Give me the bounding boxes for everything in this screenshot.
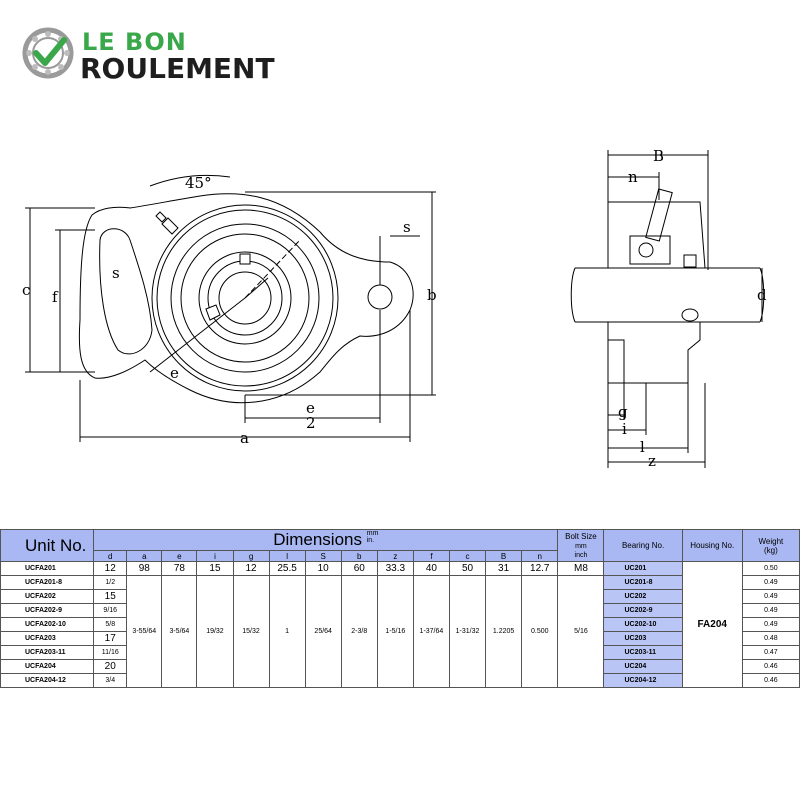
weight-cell: 0.49 [742,618,799,632]
col-letter-n: n [522,551,558,562]
bearing-no-cell: UC201-8 [604,576,682,590]
col-letter-a: a [127,551,162,562]
bolt-inch-cell: 5/16 [558,576,604,688]
angle-label: 45° [185,174,212,192]
d-cell: 3/4 [94,674,127,688]
bearing-no-cell: UC204-12 [604,674,682,688]
col-letter-b: b [341,551,377,562]
unit-no-cell: UCFA204 [1,660,94,674]
d-cell: 12 [94,562,127,576]
inch-value-S: 25/64 [305,576,341,688]
col-letter-f: f [413,551,449,562]
col-bearing-no: Bearing No. [604,530,682,562]
table-row [1,562,800,576]
weight-cell: 0.47 [742,646,799,660]
dimensions-table [0,529,800,688]
bearing-logo-icon [22,26,76,80]
mm-value-c: 50 [449,562,485,576]
inch-value-B: 1.2205 [486,576,522,688]
mm-value-f: 40 [413,562,449,576]
col-letter-z: z [377,551,413,562]
dim-n: n [628,168,638,186]
weight-unit: (kg) [764,545,778,555]
inch-value-a: 3-55/64 [127,576,162,688]
dim-c: c [22,281,31,299]
weight-cell: 0.46 [742,660,799,674]
dim-unit-in: in. [366,537,375,544]
dim-s-left: s [112,264,120,282]
d-cell: 1/2 [94,576,127,590]
col-letter-S: S [305,551,341,562]
dimensions-title: Dimensions [273,530,362,549]
col-letter-g: g [233,551,269,562]
side-housing [608,202,705,268]
bearing-no-cell: UC202-9 [604,604,682,618]
bearing-no-cell: UC202 [604,590,682,604]
unit-no-cell: UCFA201 [1,562,94,576]
dim-e-half-den: 2 [306,414,316,432]
brand-logo [22,26,302,86]
inch-value-n: 0.500 [522,576,558,688]
col-letter-i: i [197,551,233,562]
inch-value-l: 1 [269,576,305,688]
bearing-no-cell: UC203-11 [604,646,682,660]
d-cell: 15 [94,590,127,604]
bearing-no-cell: UC201 [604,562,682,576]
dim-f: f [52,288,58,306]
col-letter-B: B [486,551,522,562]
weight-cell: 0.49 [742,604,799,618]
left-ear-slot [100,229,152,354]
inch-value-z: 1-5/16 [377,576,413,688]
unit-no-cell: UCFA201-8 [1,576,94,590]
mm-value-z: 33.3 [377,562,413,576]
dim-e-half-num: e [306,399,315,417]
bolt-mm-label: mm [575,543,587,550]
col-dimensions [94,530,558,551]
inch-value-f: 1-37/64 [413,576,449,688]
dim-B: B [653,147,665,165]
mm-value-a: 98 [127,562,162,576]
bearing-no-cell: UC203 [604,632,682,646]
col-letter-e: e [162,551,197,562]
dim-z: z [648,452,656,470]
logo-line-2: ROULEMENT [80,52,275,85]
unit-no-cell: UCFA203 [1,632,94,646]
dim-i: i [622,420,627,438]
d-cell: 9/16 [94,604,127,618]
mm-value-b: 60 [341,562,377,576]
col-unit-no: Unit No. [1,530,94,562]
dim-e: e [170,364,179,382]
table-row [1,576,800,590]
col-letter-c: c [449,551,485,562]
dim-a: a [240,429,249,447]
inch-value-e: 3-5/64 [162,576,197,688]
dim-l: l [640,438,645,456]
col-letter-l: l [269,551,305,562]
housing-no-cell: FA204 [682,562,742,688]
weight-cell: 0.49 [742,590,799,604]
bolt-size-label: Bolt Size [565,532,597,541]
mm-value-i: 15 [197,562,233,576]
mm-value-n: 12.7 [522,562,558,576]
mm-value-B: 31 [486,562,522,576]
d-cell: 11/16 [94,646,127,660]
bolt-hole [368,285,392,309]
weight-cell: 0.46 [742,674,799,688]
col-bolt-size [558,530,604,562]
d-cell: 20 [94,660,127,674]
mm-value-e: 78 [162,562,197,576]
unit-no-cell: UCFA203-11 [1,646,94,660]
technical-drawing [0,130,800,480]
unit-no-cell: UCFA202-10 [1,618,94,632]
bolt-mm-cell: M8 [558,562,604,576]
weight-label: Weight [758,536,784,546]
weight-cell: 0.48 [742,632,799,646]
d-cell: 17 [94,632,127,646]
weight-cell: 0.49 [742,576,799,590]
dim-unit-labels [367,530,379,544]
mm-value-g: 12 [233,562,269,576]
d-cell: 5/8 [94,618,127,632]
inch-value-c: 1-31/32 [449,576,485,688]
bearing-no-cell: UC204 [604,660,682,674]
inch-value-b: 2-3/8 [341,576,377,688]
bolt-inch-label: inch [574,552,588,559]
mm-value-S: 10 [305,562,341,576]
bearing-no-cell: UC202-10 [604,618,682,632]
col-letter-d: d [94,551,127,562]
inch-value-i: 19/32 [197,576,233,688]
logo-line-1: LE BON [82,28,187,56]
dim-g: g [618,403,628,421]
inch-value-g: 15/32 [233,576,269,688]
dim-b: b [427,286,437,304]
unit-no-cell: UCFA202 [1,590,94,604]
unit-no-cell: UCFA202-9 [1,604,94,618]
dim-d: d [757,286,767,304]
col-weight [742,530,799,562]
dim-unit-mm: mm [366,530,379,537]
unit-no-cell: UCFA204-12 [1,674,94,688]
mm-value-l: 25.5 [269,562,305,576]
dim-s-right: s [403,218,411,236]
weight-cell: 0.50 [742,562,799,576]
col-housing-no: Housing No. [682,530,742,562]
